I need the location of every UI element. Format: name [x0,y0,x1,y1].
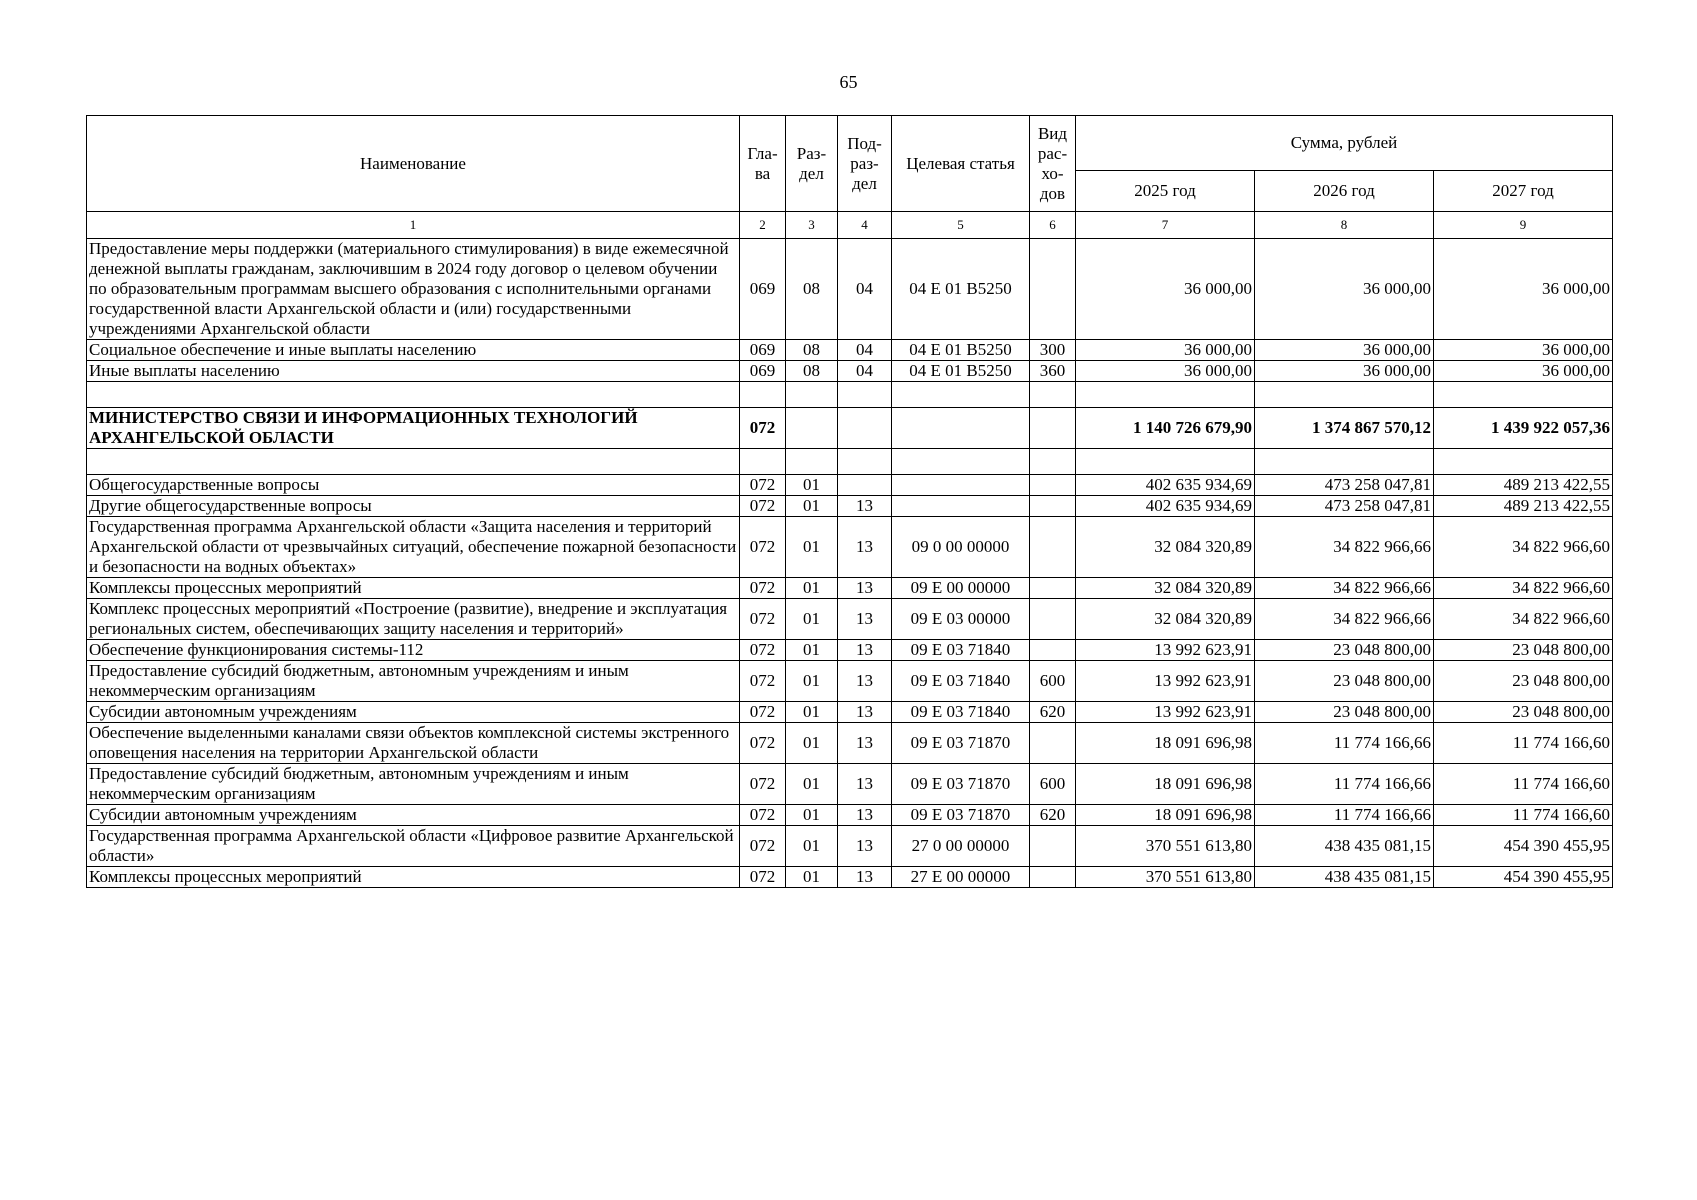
header-celevaya-statya: Целевая статья [892,116,1030,212]
row-razdel: 01 [786,826,838,867]
table-row [87,340,1613,361]
row-glava: 072 [740,764,786,805]
row-podrazdel [838,475,892,496]
row-name: Государственная программа Архангельской области «Цифровое развитие Архангельской области» [87,826,740,867]
row-amount-2026: 34 822 966,66 [1255,599,1434,640]
row-vid-rashodov: 300 [1030,340,1076,361]
row-amount-2026: 36 000,00 [1255,239,1434,340]
row-razdel [786,382,838,408]
row-vid-rashodov [1030,867,1076,888]
row-amount-2027: 34 822 966,60 [1434,517,1613,578]
row-vid-rashodov: 600 [1030,661,1076,702]
row-amount-2027: 11 774 166,60 [1434,805,1613,826]
table-row [87,475,1613,496]
row-name: МИНИСТЕРСТВО СВЯЗИ И ИНФОРМАЦИОННЫХ ТЕХНОЛОГИЙ АРХАНГЕЛЬСКОЙ ОБЛАСТИ [87,408,740,449]
row-amount-2026: 36 000,00 [1255,361,1434,382]
row-glava: 072 [740,640,786,661]
row-vid-rashodov [1030,640,1076,661]
header-year-2026: 2026 год [1255,171,1434,212]
row-celevaya-statya [892,449,1030,475]
row-celevaya-statya: 09 Е 00 00000 [892,578,1030,599]
table-row [87,408,1613,449]
row-podrazdel [838,382,892,408]
row-amount-2026: 438 435 081,15 [1255,867,1434,888]
column-index: 4 [838,212,892,239]
row-glava: 072 [740,475,786,496]
row-razdel: 01 [786,661,838,702]
table-row [87,764,1613,805]
table-body [87,239,1613,888]
row-celevaya-statya: 04 Е 01 В5250 [892,340,1030,361]
row-amount-2026: 11 774 166,66 [1255,805,1434,826]
row-celevaya-statya [892,475,1030,496]
row-amount-2026: 34 822 966,66 [1255,517,1434,578]
row-amount-2025: 13 992 623,91 [1076,661,1255,702]
row-glava: 072 [740,723,786,764]
row-amount-2027: 23 048 800,00 [1434,702,1613,723]
row-name: Общегосударственные вопросы [87,475,740,496]
row-podrazdel: 04 [838,340,892,361]
row-amount-2025 [1076,382,1255,408]
row-amount-2026: 1 374 867 570,12 [1255,408,1434,449]
header-summa: Сумма, рублей [1076,116,1613,171]
row-name: Предоставление меры поддержки (материального стимулирования) в виде ежемесячной денежной выплаты гражданам, заключившим в 2024 году договор о целевом обучении по образовательным программам высшего образования с исполнительными органами государственной власти Архангельской области и (или) государственными учреждениями Архангельской области [87,239,740,340]
row-glava [740,382,786,408]
row-razdel: 01 [786,517,838,578]
row-amount-2027: 36 000,00 [1434,340,1613,361]
row-podrazdel: 13 [838,517,892,578]
row-celevaya-statya: 09 Е 03 71840 [892,661,1030,702]
row-amount-2025: 370 551 613,80 [1076,826,1255,867]
budget-table [86,115,1613,888]
row-celevaya-statya [892,496,1030,517]
row-vid-rashodov [1030,239,1076,340]
row-podrazdel: 13 [838,826,892,867]
row-amount-2026 [1255,382,1434,408]
row-amount-2025: 18 091 696,98 [1076,764,1255,805]
row-vid-rashodov [1030,382,1076,408]
row-amount-2027: 34 822 966,60 [1434,578,1613,599]
row-vid-rashodov [1030,496,1076,517]
row-amount-2027 [1434,449,1613,475]
row-glava: 069 [740,239,786,340]
row-amount-2025: 13 992 623,91 [1076,702,1255,723]
row-razdel: 01 [786,599,838,640]
header-razdel: Раз-дел [786,116,838,212]
row-glava [740,449,786,475]
table-row [87,578,1613,599]
row-celevaya-statya: 09 Е 03 71840 [892,702,1030,723]
row-razdel: 08 [786,361,838,382]
row-amount-2027 [1434,382,1613,408]
row-glava: 072 [740,702,786,723]
column-index: 2 [740,212,786,239]
row-amount-2027: 34 822 966,60 [1434,599,1613,640]
table-row [87,496,1613,517]
table-row [87,239,1613,340]
row-amount-2025 [1076,449,1255,475]
row-name: Комплексы процессных мероприятий [87,867,740,888]
row-podrazdel: 13 [838,599,892,640]
row-razdel: 08 [786,340,838,361]
row-amount-2025: 36 000,00 [1076,361,1255,382]
row-vid-rashodov [1030,475,1076,496]
row-amount-2027: 489 213 422,55 [1434,496,1613,517]
table-row [87,867,1613,888]
row-amount-2026: 36 000,00 [1255,340,1434,361]
row-name [87,382,740,408]
header-name: Наименование [87,116,740,212]
row-glava: 072 [740,599,786,640]
row-celevaya-statya: 04 Е 01 В5250 [892,361,1030,382]
row-name: Комплекс процессных мероприятий «Построение (развитие), внедрение и эксплуатация региональных систем, обеспечивающих защиту населения и территорий» [87,599,740,640]
column-index: 8 [1255,212,1434,239]
column-index: 9 [1434,212,1613,239]
row-podrazdel: 04 [838,361,892,382]
row-celevaya-statya: 04 Е 01 В5250 [892,239,1030,340]
row-podrazdel: 13 [838,578,892,599]
row-vid-rashodov [1030,826,1076,867]
row-vid-rashodov: 620 [1030,805,1076,826]
table-row [87,805,1613,826]
table-row [87,361,1613,382]
header-podrazdel: Под-раз-дел [838,116,892,212]
row-razdel: 01 [786,867,838,888]
row-amount-2025: 18 091 696,98 [1076,723,1255,764]
row-amount-2025: 13 992 623,91 [1076,640,1255,661]
row-amount-2026: 473 258 047,81 [1255,475,1434,496]
row-name: Государственная программа Архангельской области «Защита населения и территорий Архангельской области от чрезвычайных ситуаций, обеспечение пожарной безопасности и безопасности на водных объектах» [87,517,740,578]
table-row [87,599,1613,640]
row-podrazdel: 13 [838,640,892,661]
row-amount-2025: 402 635 934,69 [1076,496,1255,517]
row-podrazdel: 13 [838,867,892,888]
row-name: Обеспечение выделенными каналами связи объектов комплексной системы экстренного оповещения населения на территории Архангельской области [87,723,740,764]
row-razdel: 01 [786,764,838,805]
row-name: Субсидии автономным учреждениям [87,702,740,723]
row-razdel: 01 [786,702,838,723]
row-podrazdel: 04 [838,239,892,340]
row-glava: 072 [740,578,786,599]
row-celevaya-statya [892,382,1030,408]
row-name: Предоставление субсидий бюджетным, автономным учреждениям и иным некоммерческим организациям [87,764,740,805]
table-row [87,723,1613,764]
row-amount-2025: 402 635 934,69 [1076,475,1255,496]
row-vid-rashodov: 600 [1030,764,1076,805]
row-vid-rashodov [1030,408,1076,449]
row-amount-2026: 11 774 166,66 [1255,764,1434,805]
row-celevaya-statya: 09 Е 03 71870 [892,805,1030,826]
row-celevaya-statya: 27 0 00 00000 [892,826,1030,867]
row-podrazdel [838,449,892,475]
row-amount-2027: 23 048 800,00 [1434,640,1613,661]
column-index: 6 [1030,212,1076,239]
table-row [87,826,1613,867]
row-amount-2026: 34 822 966,66 [1255,578,1434,599]
row-amount-2027: 11 774 166,60 [1434,764,1613,805]
row-name: Социальное обеспечение и иные выплаты населению [87,340,740,361]
row-name: Другие общегосударственные вопросы [87,496,740,517]
row-amount-2026: 23 048 800,00 [1255,702,1434,723]
table-row [87,640,1613,661]
header-vid-rashodov: Вид рас-хо-дов [1030,116,1076,212]
row-amount-2026: 473 258 047,81 [1255,496,1434,517]
row-vid-rashodov [1030,599,1076,640]
row-amount-2025: 32 084 320,89 [1076,517,1255,578]
row-razdel: 08 [786,239,838,340]
row-amount-2027: 489 213 422,55 [1434,475,1613,496]
row-amount-2026: 23 048 800,00 [1255,640,1434,661]
row-amount-2027: 36 000,00 [1434,361,1613,382]
row-amount-2027: 454 390 455,95 [1434,867,1613,888]
row-amount-2027: 1 439 922 057,36 [1434,408,1613,449]
row-vid-rashodov [1030,578,1076,599]
table-row [87,517,1613,578]
row-glava: 069 [740,361,786,382]
column-index: 3 [786,212,838,239]
row-vid-rashodov [1030,449,1076,475]
row-amount-2025: 36 000,00 [1076,239,1255,340]
row-razdel [786,449,838,475]
row-amount-2026 [1255,449,1434,475]
row-podrazdel: 13 [838,764,892,805]
row-razdel: 01 [786,475,838,496]
row-amount-2026: 11 774 166,66 [1255,723,1434,764]
row-name: Обеспечение функционирования системы-112 [87,640,740,661]
row-vid-rashodov [1030,723,1076,764]
row-amount-2027: 454 390 455,95 [1434,826,1613,867]
row-amount-2025: 1 140 726 679,90 [1076,408,1255,449]
row-name: Предоставление субсидий бюджетным, автономным учреждениям и иным некоммерческим организациям [87,661,740,702]
row-vid-rashodov: 620 [1030,702,1076,723]
row-celevaya-statya: 27 Е 00 00000 [892,867,1030,888]
row-glava: 072 [740,867,786,888]
row-amount-2025: 18 091 696,98 [1076,805,1255,826]
row-vid-rashodov: 360 [1030,361,1076,382]
row-razdel [786,408,838,449]
column-index: 7 [1076,212,1255,239]
row-vid-rashodov [1030,517,1076,578]
row-glava: 072 [740,805,786,826]
header-glava: Гла-ва [740,116,786,212]
column-index: 1 [87,212,740,239]
row-amount-2027: 36 000,00 [1434,239,1613,340]
row-amount-2025: 370 551 613,80 [1076,867,1255,888]
row-podrazdel [838,408,892,449]
row-celevaya-statya: 09 Е 03 00000 [892,599,1030,640]
row-celevaya-statya [892,408,1030,449]
row-name: Комплексы процессных мероприятий [87,578,740,599]
row-name: Субсидии автономным учреждениям [87,805,740,826]
row-glava: 069 [740,340,786,361]
row-amount-2025: 32 084 320,89 [1076,599,1255,640]
row-glava: 072 [740,408,786,449]
row-razdel: 01 [786,496,838,517]
row-name: Иные выплаты населению [87,361,740,382]
row-razdel: 01 [786,805,838,826]
row-podrazdel: 13 [838,661,892,702]
column-index: 5 [892,212,1030,239]
row-podrazdel: 13 [838,723,892,764]
page-number: 65 [839,72,858,92]
row-celevaya-statya: 09 Е 03 71870 [892,764,1030,805]
table-header [87,116,1613,239]
table-row [87,661,1613,702]
row-amount-2027: 23 048 800,00 [1434,661,1613,702]
row-podrazdel: 13 [838,805,892,826]
row-podrazdel: 13 [838,496,892,517]
row-razdel: 01 [786,640,838,661]
row-razdel: 01 [786,578,838,599]
column-index-row [87,212,1613,239]
header-year-2025: 2025 год [1076,171,1255,212]
row-amount-2026: 438 435 081,15 [1255,826,1434,867]
row-celevaya-statya: 09 0 00 00000 [892,517,1030,578]
row-amount-2025: 32 084 320,89 [1076,578,1255,599]
table-row [87,702,1613,723]
row-amount-2026: 23 048 800,00 [1255,661,1434,702]
row-name [87,449,740,475]
header-year-2027: 2027 год [1434,171,1613,212]
row-podrazdel: 13 [838,702,892,723]
row-glava: 072 [740,661,786,702]
row-glava: 072 [740,496,786,517]
row-amount-2027: 11 774 166,60 [1434,723,1613,764]
row-celevaya-statya: 09 Е 03 71870 [892,723,1030,764]
blank-row [87,449,1613,475]
row-glava: 072 [740,826,786,867]
row-celevaya-statya: 09 Е 03 71840 [892,640,1030,661]
row-razdel: 01 [786,723,838,764]
row-glava: 072 [740,517,786,578]
row-amount-2025: 36 000,00 [1076,340,1255,361]
blank-row [87,382,1613,408]
